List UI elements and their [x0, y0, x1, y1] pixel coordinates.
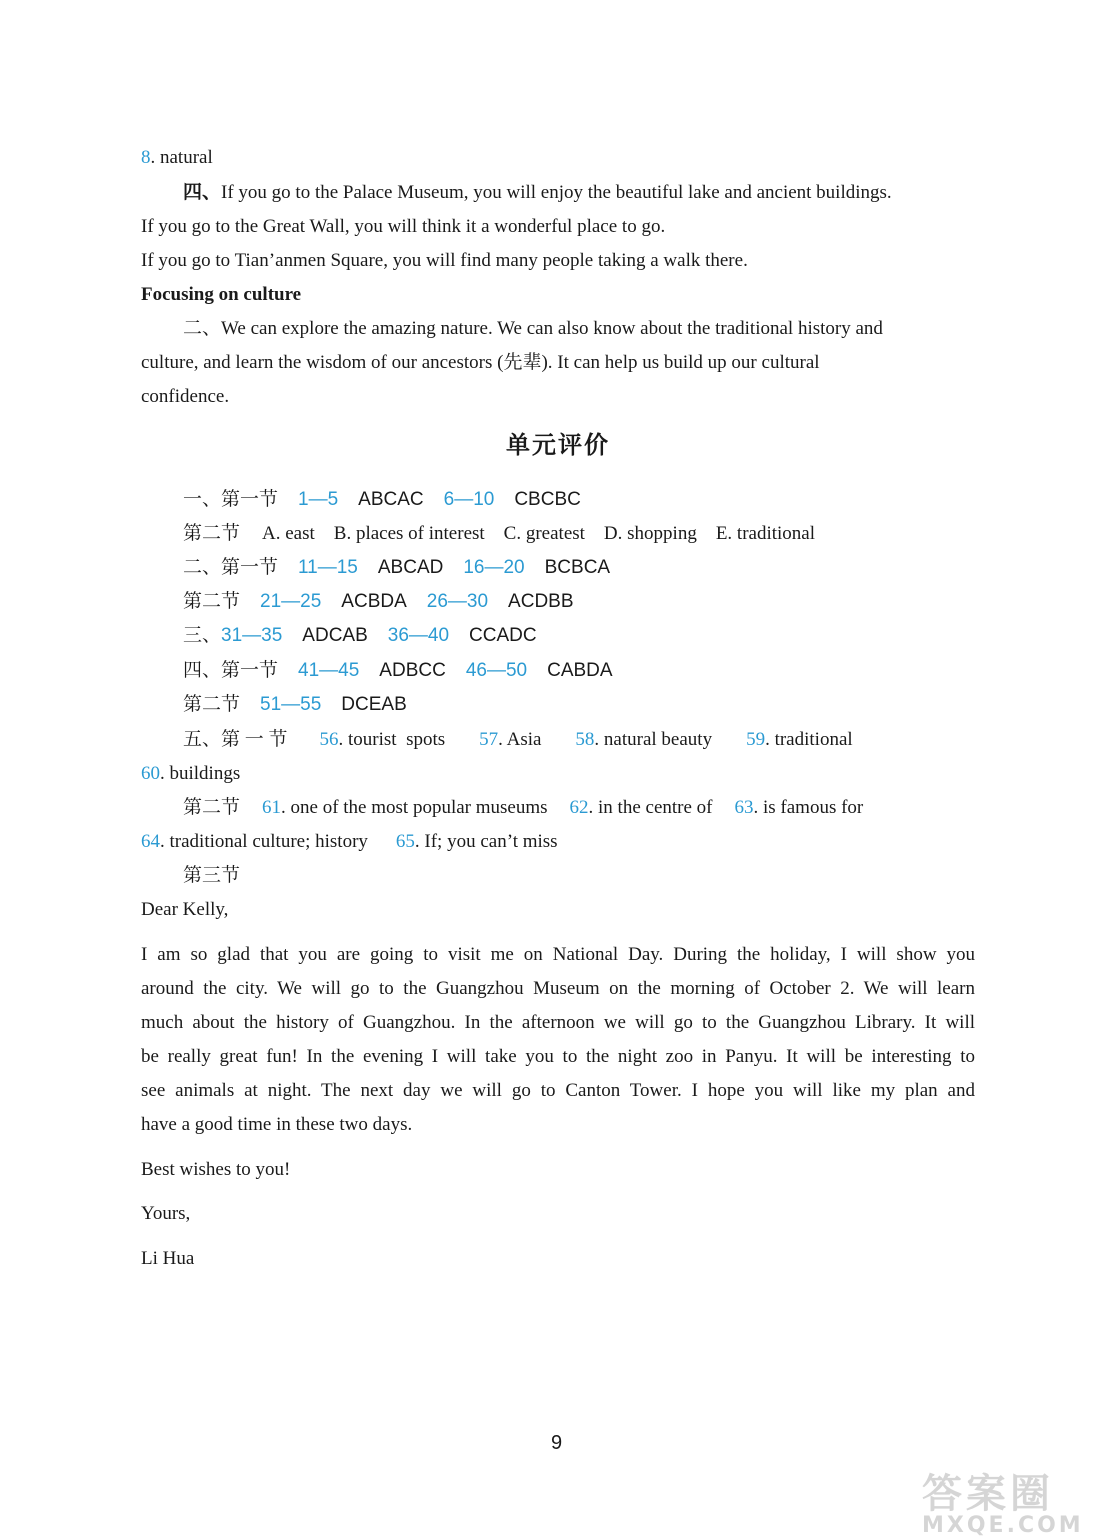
question-number: 63 [734, 797, 754, 818]
letter-body-line: see animals at night. The next day we will go to Canton Tower. I hope you will like my plan and [141, 1080, 975, 1101]
answers: CABDA [547, 660, 613, 681]
row-label: 三、 [183, 625, 222, 646]
letter-signature: Li Hua [141, 1248, 195, 1269]
answers: ADCAB [302, 625, 368, 646]
question-number: 60 [141, 763, 160, 784]
eval-row-7 [183, 693, 407, 717]
letter-wishes: Best wishes to you! [141, 1159, 291, 1180]
answers: CBCBC [514, 489, 581, 510]
page-number: 9 [551, 1432, 563, 1454]
row-label: 第二节 [183, 694, 241, 715]
answer-text: . If; you can’t miss [414, 831, 558, 852]
letter-greeting: Dear Kelly, [141, 899, 229, 920]
question-number: 57 [479, 729, 499, 750]
focus-line-2: culture, and learn the wisdom of our ancestors (先辈). It can help us build up our cultural [141, 352, 820, 373]
letter-closing: Yours, [141, 1203, 191, 1224]
answer-text: . natural beauty [594, 729, 713, 750]
eval-row-9 [141, 762, 240, 786]
question-number: 61 [262, 797, 282, 818]
answer-text: . natural [150, 147, 213, 168]
watermark-cn: 答案圈 [922, 1471, 1054, 1517]
question-number: 8 [141, 147, 151, 168]
answers: ACDBB [508, 591, 574, 612]
answers: DCEAB [341, 694, 407, 715]
question-range: 31—35 [221, 625, 283, 646]
question-range: 26—30 [426, 591, 489, 612]
question-range: 1—5 [298, 489, 339, 510]
answer-text: . is famous for [753, 797, 864, 818]
eval-row-4 [183, 590, 574, 614]
answers: ABCAD [377, 557, 444, 578]
row-label: 一、第一节 [183, 489, 279, 510]
watermark-en: MXQE.COM [922, 1513, 1084, 1538]
answer-text: . traditional [765, 729, 853, 750]
eval-row-1 [183, 488, 581, 512]
focus-line-1 [183, 317, 975, 341]
section-4-line-3: If you go to Tian’anmen Square, you will find many people taking a walk there. [141, 250, 748, 271]
question-number: 64 [141, 831, 160, 852]
answers: A. east B. places of interest C. greatest D. shopping E. traditional [262, 523, 816, 544]
row-label: 四、第一节 [183, 660, 279, 681]
question-range: 51—55 [260, 694, 322, 715]
answers: ACBDA [341, 591, 407, 612]
eval-row-11 [141, 830, 558, 854]
section-4-line-2: If you go to the Great Wall, you will think it a wonderful place to go. [141, 216, 666, 237]
section-label: 四、 [183, 182, 222, 203]
row-label: 第二节 [183, 797, 241, 818]
eval-row-2 [183, 522, 815, 546]
answer-text: . in the centre of [588, 797, 713, 818]
answer-text: . one of the most popular museums [281, 797, 548, 818]
question-range: 36—40 [387, 625, 450, 646]
letter-body-line: I am so glad that you are going to visit me on National Day. During the holiday, I will show you [141, 944, 975, 965]
eval-row-6 [183, 659, 613, 683]
answer-text: . buildings [160, 763, 241, 784]
answer-8 [141, 146, 213, 170]
question-range: 16—20 [463, 557, 525, 578]
answer-text: . tourist spots [338, 729, 446, 750]
answer-text: . Asia [498, 729, 542, 750]
answers: CCADC [469, 625, 537, 646]
question-number: 65 [395, 831, 415, 852]
answers: BCBCA [544, 557, 611, 578]
question-range: 41—45 [298, 660, 360, 681]
eval-row-8 [183, 728, 853, 752]
row-label: 第二节 [183, 591, 241, 612]
eval-row-12: 第三节 [183, 865, 241, 886]
focus-line-3: confidence. [141, 386, 230, 407]
letter-body-line: have a good time in these two days. [141, 1114, 413, 1135]
question-range: 11—15 [298, 557, 358, 578]
eval-row-5 [183, 624, 537, 648]
letter-body-line: around the city. We will go to the Guangzhou Museum on the morning of October 2. We will learn [141, 978, 975, 999]
row-label: 二、第一节 [183, 557, 279, 578]
question-range: 6—10 [443, 489, 495, 510]
unit-title: 单元评价 [506, 433, 610, 459]
letter-body-line: be really great fun! In the evening I will take you to the night zoo in Panyu. It will be interesting to [141, 1046, 975, 1067]
row-label: 第二节 [183, 523, 241, 544]
answers: ADBCC [379, 660, 446, 681]
watermark-logo [922, 1471, 1102, 1538]
answers: ABCAC [358, 489, 424, 510]
question-range: 46—50 [465, 660, 528, 681]
letter-body-line: much about the history of Guangzhou. In the afternoon we will go to the Guangzhou Library. It will [141, 1012, 975, 1033]
question-number: 59 [746, 729, 766, 750]
answer-text: . traditional culture; history [160, 831, 368, 852]
question-range: 21—25 [260, 591, 322, 612]
focusing-heading: Focusing on culture [141, 284, 302, 305]
question-number: 62 [569, 797, 589, 818]
row-label: 五、第 一 节 [183, 729, 288, 750]
line-text: We can explore the amazing nature. We can also know about the traditional history and [221, 318, 883, 339]
eval-row-3 [183, 556, 610, 580]
question-number: 56 [319, 729, 339, 750]
section-4-line-1 [183, 181, 892, 205]
eval-row-10 [183, 796, 863, 820]
question-number: 58 [575, 729, 595, 750]
line-text: If you go to the Palace Museum, you will enjoy the beautiful lake and ancient buildings. [221, 182, 892, 203]
section-label: 二、 [183, 318, 222, 339]
